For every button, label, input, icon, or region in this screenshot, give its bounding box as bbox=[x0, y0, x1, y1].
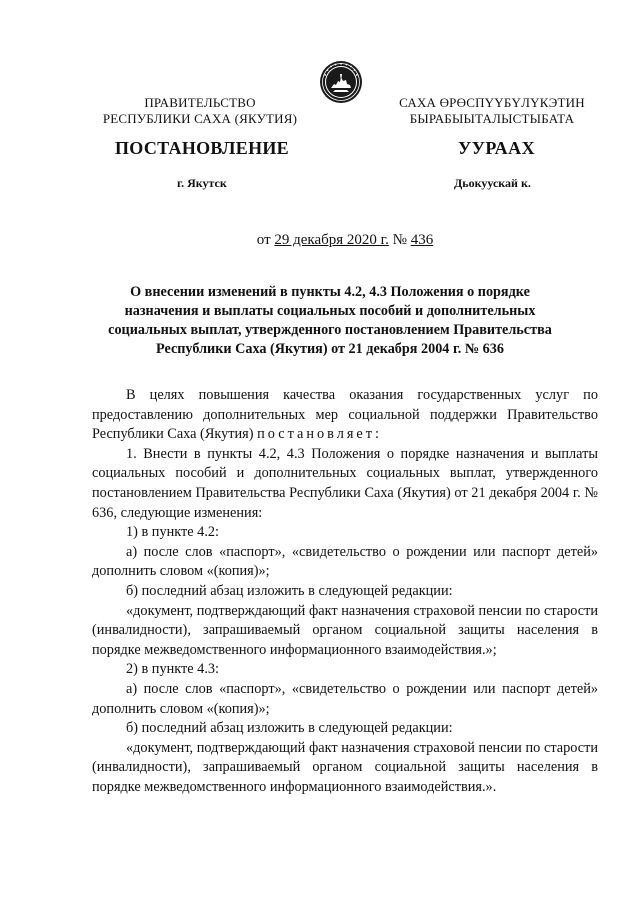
government-name-ru-line1: ПРАВИТЕЛЬСТВО bbox=[144, 95, 256, 110]
date-prefix: от bbox=[256, 232, 275, 248]
document-title-line1: О внесении изменений в пункты 4.2, 4.3 Положения о порядке bbox=[130, 284, 530, 300]
number-sign: № bbox=[388, 232, 411, 248]
government-name-sakha-line1: САХА ӨРӨСПҮҮБҮЛҮКЭТИН bbox=[399, 95, 585, 110]
doc-type-sakha: УУРААХ bbox=[458, 138, 536, 158]
subitem-4-2-a: а) после слов «паспорт», «свидетельство о рождении или паспорт детей» дополнить словом «(копия)»; bbox=[92, 543, 598, 580]
document-title-line4: Республики Саха (Якутия) от 21 декабря 2004 г. № 636 bbox=[156, 341, 504, 357]
document-title-line2: назначения и выплаты социальных пособий и дополнительных bbox=[124, 303, 536, 319]
subitem-4-2-quote: «документ, подтверждающий факт назначения страховой пенсии по старости (инвалидности), запрашиваемый органом социальной защиты населения в порядке межведомственного информационного взаимодействия.»; bbox=[92, 602, 598, 658]
item-1-paragraph: 1. Внести в пункты 4.2, 4.3 Положения о порядке назначения и выплаты социальных пособий и дополнительных социальных выплат, утвержденного постановлением Правительства Республики Саха (Якутия) от 21 декабря 2004 г. № 636, следующие изменения: bbox=[92, 445, 598, 521]
government-name-ru bbox=[100, 95, 300, 127]
city-sakha: Дьокуускай к. bbox=[454, 176, 531, 190]
resolves-word: постановляет: bbox=[257, 426, 382, 443]
subitem-4-3-a: а) после слов «паспорт», «свидетельство о рождении или паспорт детей» дополнить словом «(копия)»; bbox=[92, 680, 598, 717]
subitem-4-3-heading: 2) в пункте 4.3: bbox=[126, 661, 220, 678]
doc-type-ru: ПОСТАНОВЛЕНИЕ bbox=[115, 138, 289, 158]
subitem-4-2-b: б) последний абзац изложить в следующей редакции: bbox=[126, 582, 453, 599]
document-title-line3: социальных выплат, утвержденного постановлением Правительства bbox=[108, 322, 552, 338]
date-number-line bbox=[0, 232, 640, 249]
subitem-4-2-heading: 1) в пункте 4.2: bbox=[126, 524, 220, 541]
subitem-4-3-quote: «документ, подтверждающий факт назначения страховой пенсии по старости (инвалидности), запрашиваемый органом социальной защиты населения в порядке межведомственного информационного взаимодействия.». bbox=[92, 739, 598, 795]
city-ru: г. Якутск bbox=[177, 176, 227, 190]
document-title bbox=[90, 283, 570, 359]
document-number: 436 bbox=[410, 232, 434, 248]
document-date: 29 декабря 2020 г. bbox=[274, 232, 389, 248]
preamble-text: В целях повышения качества оказания государственных услуг по предоставлению дополнительных мер социальной поддержки Правительство Республики Саха (Якутия) bbox=[92, 387, 598, 443]
document-body bbox=[92, 386, 598, 797]
preamble-paragraph bbox=[92, 386, 598, 445]
government-name-sakha-line2: БЫРАБЫЫТАЛЫСТЫБАТА bbox=[409, 111, 575, 126]
subitem-4-3-b: б) последний абзац изложить в следующей редакции: bbox=[126, 720, 453, 737]
coat-of-arms-icon bbox=[319, 60, 363, 104]
government-name-sakha bbox=[392, 95, 592, 127]
government-name-ru-line2: РЕСПУБЛИКИ САХА (ЯКУТИЯ) bbox=[102, 111, 298, 126]
